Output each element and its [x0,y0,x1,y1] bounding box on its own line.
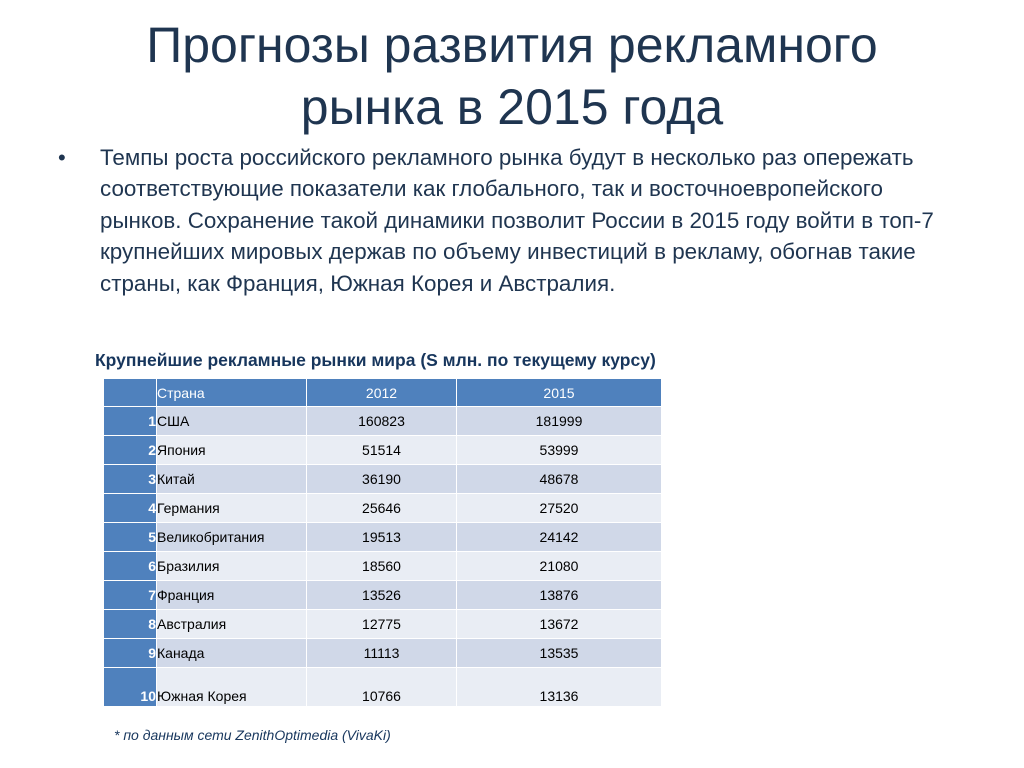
value-2012-cell: 160823 [307,407,457,436]
country-cell: Бразилия [157,552,307,581]
value-2015-cell: 13672 [457,610,662,639]
rank-cell: 1 [104,407,157,436]
value-2012-cell: 10766 [307,668,457,707]
ad-markets-table [103,378,662,707]
rank-cell: 5 [104,523,157,552]
header-rank [104,379,157,407]
table-header-row [104,379,662,407]
value-2015-cell: 13876 [457,581,662,610]
table-row [104,668,662,707]
country-cell: Великобритания [157,523,307,552]
table-row [104,581,662,610]
table-row [104,523,662,552]
table-caption: Крупнейшие рекламные рынки мира (S млн. по текущему курсу) [95,350,656,370]
country-cell: Германия [157,494,307,523]
bullet-text: Темпы роста российского рекламного рынка будут в несколько раз опережать соответствующие показатели как глобального, так и восточноевропейского рынков. Сохранение такой динамики позволит России в 2015 году войти в топ-7 крупнейших мировых держав по объему инвестиций в рекламу, обогнав такие страны, как Франция, Южная Корея и Австралия. [100,145,934,296]
rank-cell: 7 [104,581,157,610]
value-2012-cell: 13526 [307,581,457,610]
value-2015-cell: 13136 [457,668,662,707]
value-2012-cell: 25646 [307,494,457,523]
value-2015-cell: 53999 [457,436,662,465]
rank-cell: 2 [104,436,157,465]
value-2015-cell: 13535 [457,639,662,668]
header-2012: 2012 [307,379,457,407]
rank-cell: 9 [104,639,157,668]
value-2015-cell: 24142 [457,523,662,552]
table-row [104,639,662,668]
table-row [104,610,662,639]
country-cell: США [157,407,307,436]
rank-cell: 10 [104,668,157,707]
header-2015: 2015 [457,379,662,407]
source-footnote: * по данным сети ZenithOptimedia (VivaKi) [114,727,391,743]
rank-cell: 4 [104,494,157,523]
table-row [104,494,662,523]
value-2012-cell: 36190 [307,465,457,494]
value-2012-cell: 11113 [307,639,457,668]
country-cell: Япония [157,436,307,465]
slide-title [0,14,1024,138]
value-2012-cell: 12775 [307,610,457,639]
country-cell: Китай [157,465,307,494]
value-2015-cell: 27520 [457,494,662,523]
bullet-icon: • [58,145,66,170]
rank-cell: 6 [104,552,157,581]
country-cell: Канада [157,639,307,668]
value-2012-cell: 51514 [307,436,457,465]
rank-cell: 8 [104,610,157,639]
value-2012-cell: 18560 [307,552,457,581]
title-line-1: Прогнозы развития рекламного [146,17,878,73]
table-row [104,407,662,436]
value-2015-cell: 21080 [457,552,662,581]
table-row [104,465,662,494]
table-row [104,552,662,581]
country-cell: Франция [157,581,307,610]
value-2015-cell: 181999 [457,407,662,436]
table-row [104,436,662,465]
header-country: Страна [157,379,307,407]
country-cell: Австралия [157,610,307,639]
value-2012-cell: 19513 [307,523,457,552]
country-cell: Южная Корея [157,668,307,707]
value-2015-cell: 48678 [457,465,662,494]
rank-cell: 3 [104,465,157,494]
title-line-2: рынка в 2015 года [300,79,724,135]
